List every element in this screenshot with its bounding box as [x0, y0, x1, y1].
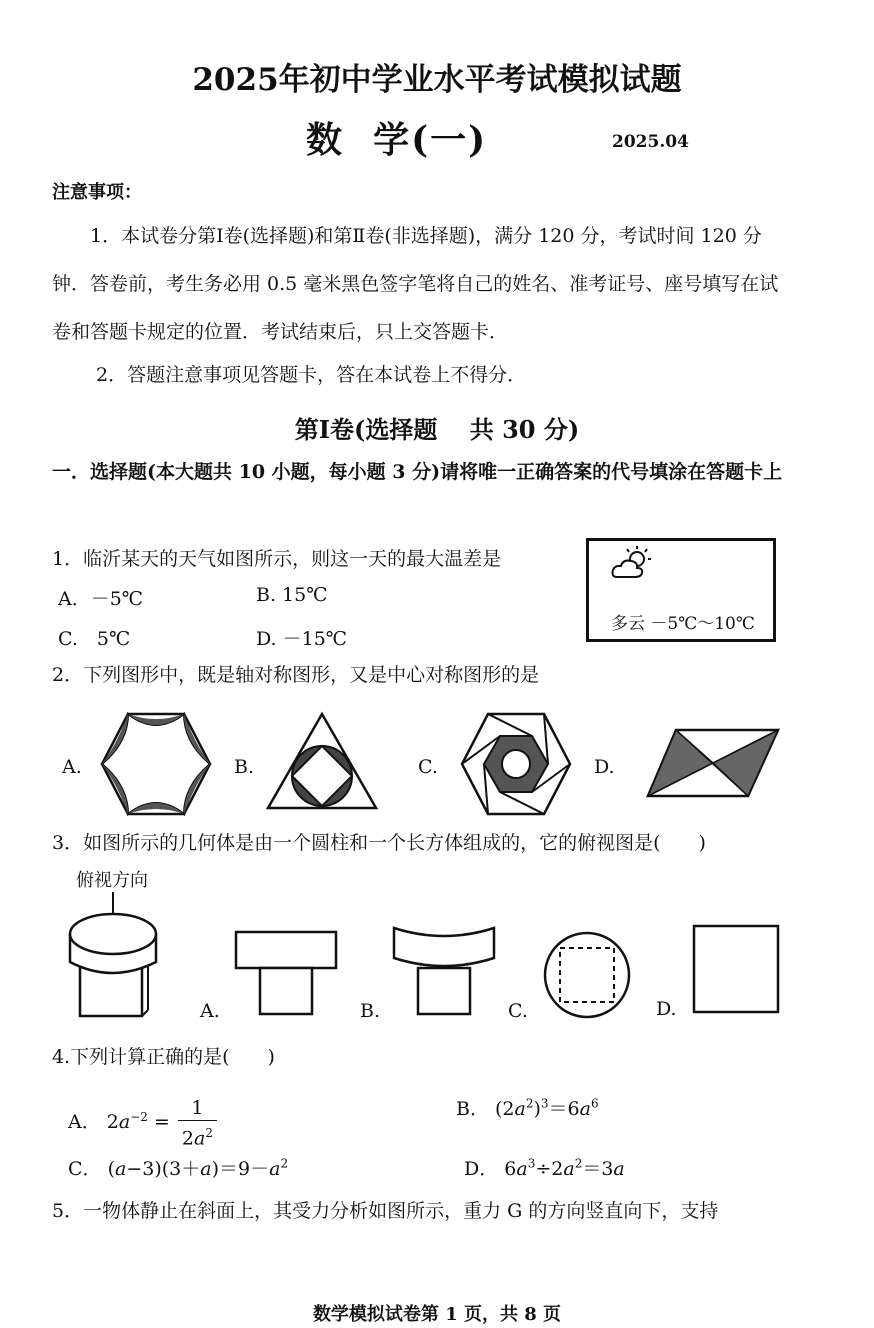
q2-stem: 2．下列图形中，既是轴对称图形，又是中心对称图形的是 [52, 664, 540, 686]
notice-item-2: 2．答题注意事项见答题卡，答在本试卷上不得分． [96, 364, 527, 386]
q3-direction-label: 俯视方向 [76, 870, 148, 891]
exam-date: 2025.04 [612, 132, 689, 152]
q1-option-d: D. －15℃ [256, 628, 348, 650]
q3-option-b-figure [392, 924, 496, 1018]
q2-label-d: D. [594, 756, 615, 778]
q2-label-c: C. [418, 756, 438, 778]
q4-option-d: D． $6a^3\div 2a^2=3a$ [464, 1156, 625, 1180]
q2-figure-d [646, 728, 780, 798]
q1-option-b: B. 15℃ [256, 584, 328, 606]
q1-option-c: C. 5℃ [58, 628, 131, 650]
q2-figure-c [460, 712, 572, 816]
part-title: 一．选择题(本大题共 10 小题，每小题 3 分)请将唯一正确答案的代号填涂在答题卡上 [52, 461, 783, 483]
q3-label-b: B. [360, 1000, 381, 1022]
notice-heading: 注意事项： [52, 182, 142, 203]
notice-item-1: 1．本试卷分第Ⅰ卷(选择题)和第Ⅱ卷(非选择题)，满分 120 分，考试时间 120 分钟．答卷前，考生务必用 0.5 毫米黑色签字笔将自己的姓名、准考证号、座号填写在试卷和答题卡规定的位置．考试结束后，只上交答题卡． [52, 225, 779, 343]
subject-title: 数 学(一) [306, 119, 488, 161]
partly-cloudy-icon [611, 545, 655, 581]
q4-option-c: C． $(a-3)(3+a)=9-a^2$ [68, 1156, 289, 1180]
q2-label-b: B. [234, 756, 255, 778]
weather-text: 多云 －5℃～10℃ [611, 614, 755, 634]
q2-figure-b [266, 712, 378, 812]
q3-option-a-figure [234, 930, 338, 1018]
q4-option-a: A． $2a^{-2}$ = $\frac{1}{2a^2}$ [68, 1096, 217, 1150]
q4-stem: 4.下列计算正确的是( ) [52, 1046, 275, 1068]
q3-label-a: A. [200, 1000, 220, 1022]
q3-solid-figure [66, 890, 166, 1020]
q4-option-b: B． $(2a^2)^3=6a^6$ [456, 1096, 599, 1120]
q1-option-a: A．－5℃ [58, 588, 144, 610]
q3-label-c: C. [508, 1000, 528, 1022]
q2-label-a: A. [62, 756, 82, 778]
q2-figure-a [100, 712, 212, 816]
q3-stem: 3．如图所示的几何体是由一个圆柱和一个长方体组成的，它的俯视图是( ) [52, 832, 706, 854]
section-title: 第Ⅰ卷(选择题 共 30 分) [294, 415, 580, 444]
page-footer: 数学模拟试卷第 1 页，共 8 页 [312, 1304, 562, 1325]
q3-label-d: D. [656, 998, 677, 1020]
q3-option-c-figure [542, 930, 632, 1020]
q5-stem: 5．一物体静止在斜面上，其受力分析如图所示，重力 G 的方向竖直向下，支持 [52, 1200, 719, 1222]
weather-box [586, 538, 776, 642]
q3-option-d-figure [692, 924, 780, 1014]
q1-stem: 1．临沂某天的天气如图所示，则这一天的最大温差是 [52, 548, 502, 570]
exam-title: 2025年初中学业水平考试模拟试题 [192, 62, 682, 98]
